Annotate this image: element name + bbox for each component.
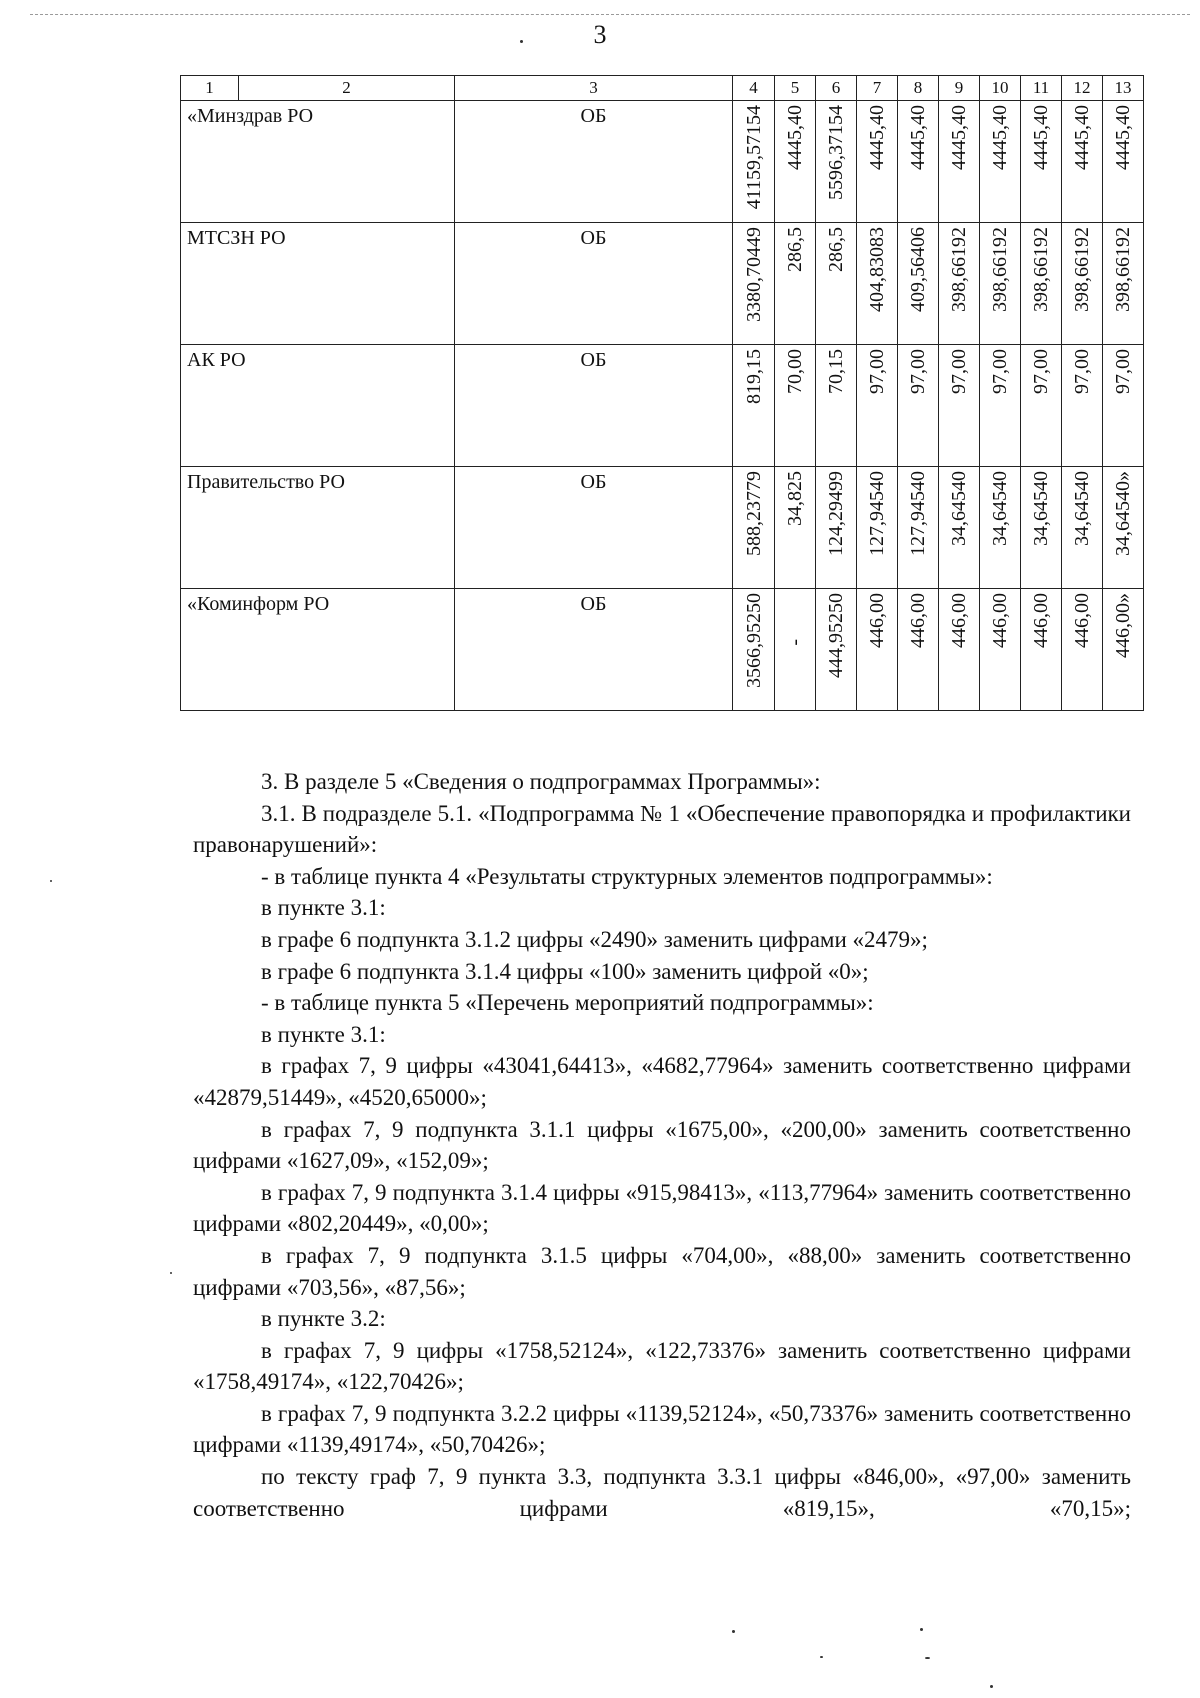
row-source-cell: ОБ	[455, 101, 733, 223]
value-cell	[733, 101, 775, 223]
amendment-paragraph: в графах 7, 9 цифры «1758,52124», «122,73376» заменить соответственно цифрами «1758,49174», «122,70426»;	[193, 1337, 1131, 1395]
header-cell: 3	[455, 76, 733, 101]
header-cell: 13	[1103, 76, 1144, 101]
value-text: 398,66192	[1112, 227, 1134, 312]
value-cell	[898, 101, 939, 223]
table-row	[181, 101, 1144, 223]
table-row	[181, 467, 1144, 589]
row-source-cell: ОБ	[455, 589, 733, 711]
value-cell	[980, 589, 1021, 711]
row-source-cell: ОБ	[455, 345, 733, 467]
amendment-paragraph: - в таблице пункта 5 «Перечень мероприятий подпрограммы»:	[261, 990, 874, 1016]
value-text: 34,64540	[989, 471, 1011, 546]
row-source-cell: ОБ	[455, 467, 733, 589]
value-cell	[1103, 101, 1144, 223]
table-row	[181, 223, 1144, 345]
header-cell: 6	[816, 76, 857, 101]
value-cell	[898, 589, 939, 711]
value-text: 446,00»	[1112, 593, 1134, 658]
table-header-row	[181, 76, 1144, 101]
value-text: 446,00	[989, 593, 1011, 648]
value-text: 446,00	[866, 593, 888, 648]
value-cell	[857, 345, 898, 467]
value-text: 127,94540	[907, 471, 929, 556]
scan-speck	[732, 1630, 735, 1633]
scan-top-line	[30, 14, 1190, 15]
value-text: 4445,40	[948, 105, 970, 170]
amendment-paragraph: в графах 7, 9 подпункта 3.1.4 цифры «915,98413», «113,77964» заменить соответственно цифрами «802,20449», «0,00»;	[193, 1179, 1131, 1237]
value-text: 3380,70449	[742, 227, 765, 322]
value-cell	[898, 467, 939, 589]
value-text: 34,64540	[1071, 471, 1093, 546]
value-text: 446,00	[1071, 593, 1093, 648]
header-cell: 12	[1062, 76, 1103, 101]
row-name-cell: Правительство РО	[181, 467, 455, 589]
value-text: 5596,37154	[825, 105, 847, 200]
scan-speck	[820, 1656, 823, 1658]
value-cell	[857, 589, 898, 711]
amendment-paragraph: в графах 7, 9 подпункта 3.1.1 цифры «1675,00», «200,00» заменить соответственно цифрами «1627,09», «152,09»;	[193, 1116, 1131, 1174]
value-cell	[1062, 467, 1103, 589]
header-cell: 7	[857, 76, 898, 101]
header-cell: 9	[939, 76, 980, 101]
value-cell	[733, 223, 775, 345]
value-cell	[939, 345, 980, 467]
value-cell	[1062, 223, 1103, 345]
amendment-paragraph: в пункте 3.1:	[261, 895, 386, 921]
amendment-paragraph: в пункте 3.2:	[261, 1306, 386, 1332]
value-cell	[1103, 589, 1144, 711]
value-cell	[939, 589, 980, 711]
row-name-cell: «Минздрав РО	[181, 101, 455, 223]
value-text: 409,56406	[907, 227, 929, 312]
value-text: 34,64540	[1030, 471, 1052, 546]
amendment-paragraph: в графах 7, 9 цифры «43041,64413», «4682,77964» заменить соответственно цифрами «42879,51449», «4520,65000»;	[193, 1053, 1131, 1110]
value-cell	[898, 223, 939, 345]
value-cell	[857, 467, 898, 589]
value-cell	[939, 223, 980, 345]
value-text: 446,00	[1030, 593, 1052, 648]
value-text: 34,64540»	[1112, 471, 1134, 556]
value-text: 34,64540	[948, 471, 970, 546]
value-cell	[857, 223, 898, 345]
value-cell	[816, 101, 857, 223]
value-text: 4445,40	[907, 105, 929, 170]
value-text: 444,95250	[825, 593, 847, 678]
value-text: 70,00	[784, 349, 806, 394]
value-text: 446,00	[948, 593, 970, 648]
value-text: 97,00	[989, 349, 1011, 394]
value-cell	[980, 101, 1021, 223]
value-text: 4445,40	[1030, 105, 1052, 170]
value-text: 97,00	[1030, 349, 1052, 394]
value-text: 4445,40	[1071, 105, 1093, 170]
header-cell: 1	[181, 76, 239, 101]
value-cell	[939, 467, 980, 589]
amendment-text	[193, 766, 1131, 1524]
value-text: 588,23779	[742, 471, 765, 556]
header-cell: 10	[980, 76, 1021, 101]
value-text: 286,5	[825, 227, 847, 272]
value-cell	[775, 223, 816, 345]
value-cell	[733, 467, 775, 589]
scan-speck	[170, 1272, 172, 1274]
value-cell	[1021, 101, 1062, 223]
amendment-paragraph: в графе 6 подпункта 3.1.2 цифры «2490» заменить цифрами «2479»;	[261, 926, 928, 952]
value-cell	[1062, 101, 1103, 223]
value-cell	[980, 467, 1021, 589]
value-text: 398,66192	[948, 227, 970, 312]
value-cell	[980, 345, 1021, 467]
header-cell: 2	[239, 76, 455, 101]
value-cell	[816, 467, 857, 589]
value-cell	[980, 223, 1021, 345]
value-cell	[775, 345, 816, 467]
amendment-paragraph: в пункте 3.1:	[261, 1021, 386, 1047]
value-cell	[1103, 467, 1144, 589]
value-cell	[816, 345, 857, 467]
value-text: 124,29499	[825, 471, 847, 556]
value-text: 819,15	[742, 349, 765, 404]
value-cell	[1062, 345, 1103, 467]
row-name-cell: МТСЗН РО	[181, 223, 455, 345]
value-text: 398,66192	[1071, 227, 1093, 312]
row-name-cell: «Коминформ РО	[181, 589, 455, 711]
value-cell	[1103, 345, 1144, 467]
value-cell	[1021, 467, 1062, 589]
value-text: 97,00	[866, 349, 888, 394]
scan-speck	[925, 1657, 930, 1659]
value-cell	[775, 467, 816, 589]
value-text: 34,825	[784, 471, 806, 526]
value-text: 446,00	[907, 593, 929, 648]
value-text: 127,94540	[866, 471, 888, 556]
value-cell	[775, 101, 816, 223]
value-cell	[816, 223, 857, 345]
value-text: 4445,40	[866, 105, 888, 170]
table-row	[181, 589, 1144, 711]
value-text: 398,66192	[1030, 227, 1052, 312]
value-cell	[857, 101, 898, 223]
header-cell: 11	[1021, 76, 1062, 101]
header-cell: 4	[733, 76, 775, 101]
value-cell	[775, 589, 816, 711]
value-cell	[1103, 223, 1144, 345]
value-cell	[733, 589, 775, 711]
scan-speck	[520, 40, 523, 43]
scan-speck	[920, 1628, 923, 1631]
value-cell	[1062, 589, 1103, 711]
amendment-paragraph: - в таблице пункта 4 «Результаты структурных элементов подпрограммы»:	[261, 863, 993, 889]
amendment-paragraph: по тексту граф 7, 9 пункта 3.3, подпункта 3.3.1 цифры «846,00», «97,00» заменить соответственно цифрами «819,15», «70,15»;	[193, 1464, 1131, 1521]
amendment-paragraph: в графах 7, 9 подпункта 3.1.5 цифры «704,00», «88,00» заменить соответственно цифрами «703,56», «87,56»;	[193, 1242, 1131, 1300]
value-text: 97,00	[1112, 349, 1134, 394]
value-cell	[1021, 223, 1062, 345]
value-cell	[939, 101, 980, 223]
value-cell	[733, 345, 775, 467]
value-text: 97,00	[948, 349, 970, 394]
header-cell: 5	[775, 76, 816, 101]
amendment-paragraph: в графе 6 подпункта 3.1.4 цифры «100» заменить цифрой «0»;	[261, 958, 869, 984]
value-cell	[1021, 345, 1062, 467]
value-text: 286,5	[784, 227, 806, 272]
row-source-cell: ОБ	[455, 223, 733, 345]
scan-speck	[50, 880, 52, 882]
value-text: 404,83083	[866, 227, 888, 312]
value-text: 4445,40	[784, 105, 806, 170]
financing-table	[180, 75, 1144, 711]
page-number: 3	[593, 20, 607, 49]
value-text: 41159,57154	[742, 105, 765, 210]
table-row	[181, 345, 1144, 467]
value-text: 4445,40	[989, 105, 1011, 170]
value-cell	[1021, 589, 1062, 711]
row-name-cell: АК РО	[181, 345, 455, 467]
value-text: -	[784, 639, 806, 646]
header-cell: 8	[898, 76, 939, 101]
amendment-paragraph: 3.1. В подразделе 5.1. «Подпрограмма № 1 «Обеспечение правопорядка и профилактики правонарушений»:	[193, 800, 1131, 858]
value-text: 3566,95250	[742, 593, 765, 688]
value-cell	[898, 345, 939, 467]
value-text: 398,66192	[989, 227, 1011, 312]
value-cell	[816, 589, 857, 711]
value-text: 70,15	[825, 349, 847, 394]
value-text: 4445,40	[1112, 105, 1134, 170]
scan-speck	[990, 1685, 993, 1688]
amendment-paragraph: в графах 7, 9 подпункта 3.2.2 цифры «1139,52124», «50,73376» заменить соответственно цифрами «1139,49174», «50,70426»;	[193, 1400, 1131, 1458]
amendment-paragraph: 3. В разделе 5 «Сведения о подпрограммах Программы»:	[261, 769, 821, 794]
value-text: 97,00	[1071, 349, 1093, 394]
value-text: 97,00	[907, 349, 929, 394]
